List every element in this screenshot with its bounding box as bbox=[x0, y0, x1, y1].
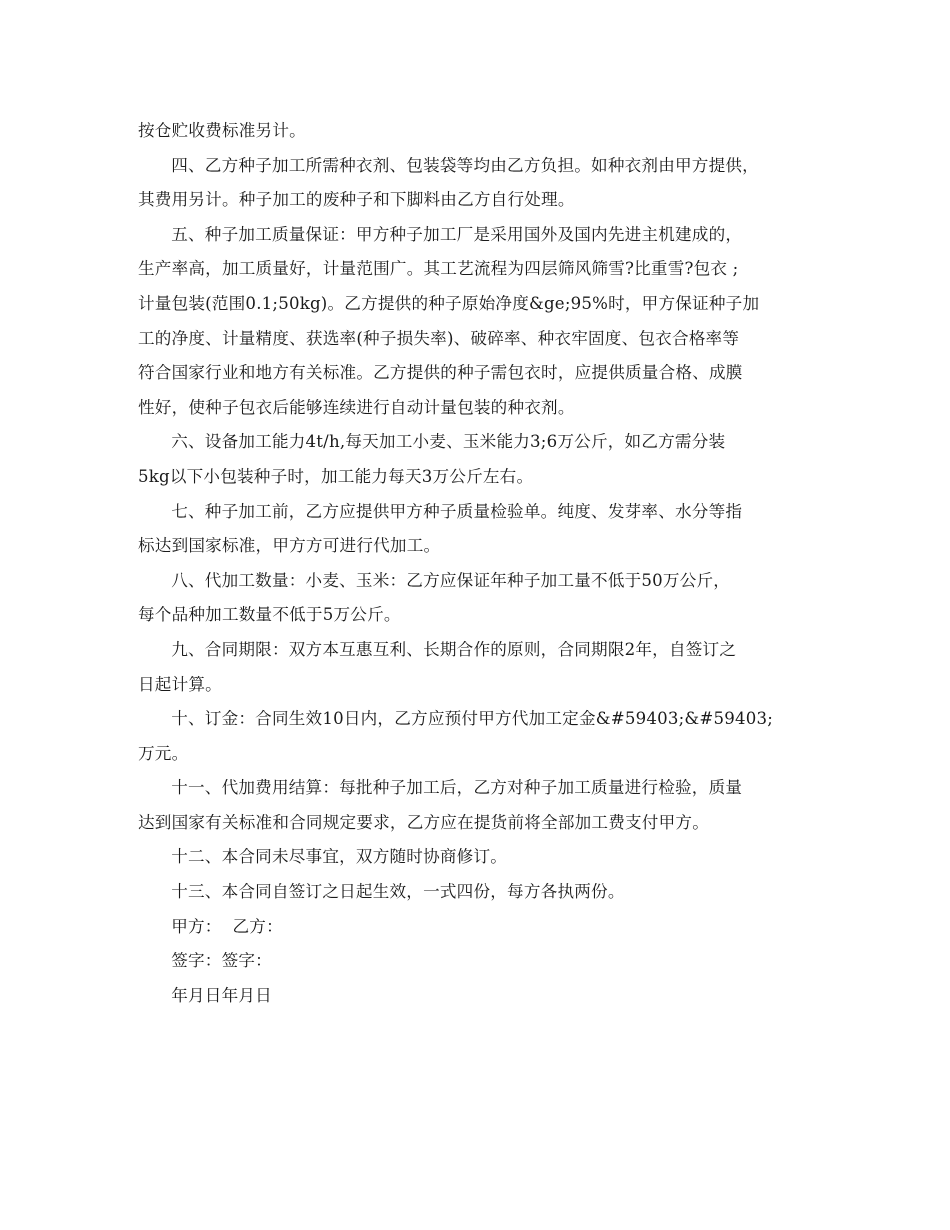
text-line: 五、种子加工质量保证：甲方种子加工厂是采用国外及国内先进主机建成的， bbox=[171, 224, 743, 244]
date-labels bbox=[138, 979, 814, 1014]
text-line: 十一、代加费用结算：每批种子加工后，乙方对种子加工质量进行检验，质量 bbox=[171, 778, 743, 798]
paragraph-clause-10 bbox=[138, 702, 814, 771]
text-line: 甲方： 乙方： bbox=[171, 916, 283, 936]
text-line: 工的净度、计量精度、获选率(种子损失率)、破碎率、种衣牢固度、包衣合格率等 bbox=[138, 328, 740, 348]
paragraph-clause-12 bbox=[138, 840, 814, 875]
paragraph-clause-11 bbox=[138, 771, 814, 840]
text-line: 标达到国家标准，甲方方可进行代加工。 bbox=[138, 536, 441, 556]
text-line: 日起计算。 bbox=[138, 674, 222, 694]
text-line: 按仓贮收费标准另计。 bbox=[138, 121, 306, 140]
text-line: 每个品种加工数量不低于5万公斤。 bbox=[138, 605, 401, 625]
text-line: 十三、本合同自签订之日起生效，一式四份，每方各执两份。 bbox=[171, 882, 625, 902]
paragraph-storage-fee bbox=[138, 114, 814, 149]
paragraph-clause-6 bbox=[138, 425, 814, 494]
text-line: 六、设备加工能力4t/h,每天加工小麦、玉米能力3;6万公斤，如乙方需分装 bbox=[171, 432, 726, 452]
paragraph-clause-7 bbox=[138, 495, 814, 564]
text-line: 十二、本合同未尽事宜，双方随时协商修订。 bbox=[171, 847, 508, 867]
paragraph-clause-5 bbox=[138, 218, 814, 426]
signature-labels bbox=[138, 944, 814, 979]
text-line: 年月日年月日 bbox=[171, 985, 272, 1005]
text-line: 生产率高，加工质量好，计量范围广。其工艺流程为四层筛风筛雪?比重雪?包衣 ; bbox=[138, 259, 739, 279]
text-line: 性好，使种子包衣后能够连续进行自动计量包装的种衣剂。 bbox=[138, 397, 575, 417]
text-line: 七、种子加工前，乙方应提供甲方种子质量检验单。纯度、发芽率、水分等指 bbox=[171, 501, 743, 521]
text-line: 达到国家有关标准和合同规定要求，乙方应在提货前将全部加工费支付甲方。 bbox=[138, 812, 709, 832]
text-line: 5kg以下小包装种子时，加工能力每天3万公斤左右。 bbox=[138, 466, 534, 486]
text-line: 符合国家行业和地方有关标准。乙方提供的种子需包衣时，应提供质量合格、成膜 bbox=[138, 363, 743, 383]
paragraph-clause-9 bbox=[138, 633, 814, 702]
document-body bbox=[138, 114, 814, 1013]
text-line: 万元。 bbox=[138, 743, 189, 763]
text-line: 十、订金：合同生效10日内，乙方应预付甲方代加工定金&#59403;&#59403; bbox=[171, 709, 774, 729]
text-line: 四、乙方种子加工所需种衣剂、包装袋等均由乙方负担。如种衣剂由甲方提供， bbox=[171, 155, 759, 175]
text-line: 八、代加工数量：小麦、玉米：乙方应保证年种子加工量不低于50万公斤， bbox=[171, 570, 731, 590]
paragraph-clause-4 bbox=[138, 149, 814, 218]
party-labels bbox=[138, 910, 814, 945]
text-line: 签字：签字： bbox=[171, 951, 272, 971]
text-line: 计量包装(范围0.1;50kg)。乙方提供的种子原始净度&ge;95%时，甲方保证种子加 bbox=[138, 293, 760, 313]
paragraph-clause-8 bbox=[138, 564, 814, 633]
paragraph-clause-13 bbox=[138, 875, 814, 910]
text-line: 九、合同期限：双方本互惠互利、长期合作的原则，合同期限2年，自签订之 bbox=[171, 639, 737, 659]
text-line: 其费用另计。种子加工的废种子和下脚料由乙方自行处理。 bbox=[138, 190, 575, 210]
